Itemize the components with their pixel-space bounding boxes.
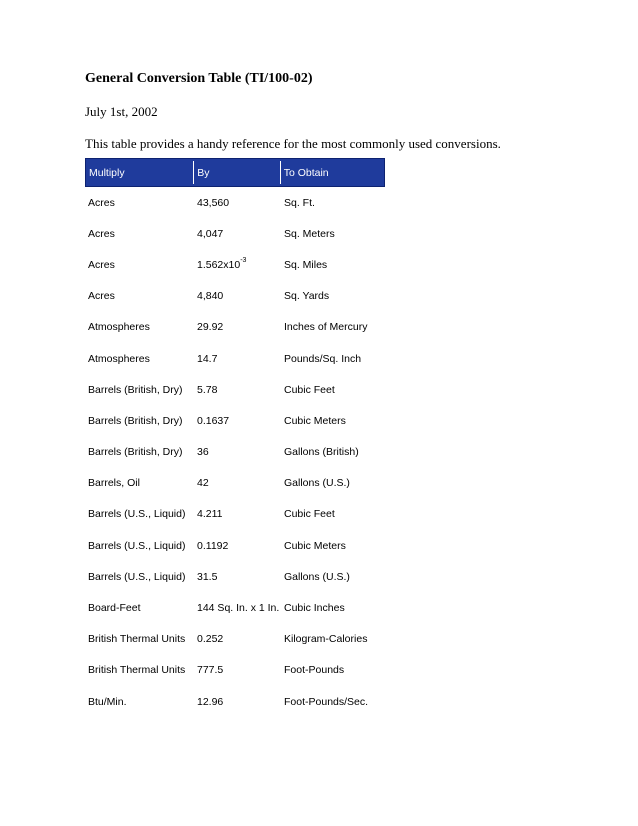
cell-by (194, 696, 281, 708)
cell-to-obtain: Sq. Yards (284, 290, 330, 303)
cell-by-value: 1.562x10 (197, 258, 241, 271)
cell-to-obtain: Cubic Inches (284, 602, 345, 615)
cell-by-value: 31.5 (197, 570, 218, 583)
cell-by (194, 571, 281, 583)
cell-by-value: 777.5 (197, 664, 224, 677)
cell-by-value: 12.96 (197, 695, 224, 708)
table-header-row (85, 158, 385, 187)
table-row (85, 218, 385, 249)
cell-by-value: 4,840 (197, 290, 224, 303)
page-title: General Conversion Table (TI/100-02) (85, 71, 313, 86)
cell-multiply: Barrels, Oil (88, 477, 140, 490)
cell-to-obtain: Sq. Miles (284, 258, 328, 271)
cell-to-obtain: Kilogram-Calories (284, 633, 368, 646)
table-row (85, 561, 385, 592)
cell-by-value: 42 (197, 477, 209, 490)
cell-to-obtain: Cubic Feet (284, 383, 335, 396)
cell-multiply: Barrels (British, Dry) (88, 414, 183, 427)
cell-to-obtain: Cubic Meters (284, 539, 346, 552)
cell-by (194, 446, 281, 458)
cell-multiply: Acres (88, 258, 115, 271)
cell-multiply: British Thermal Units (88, 633, 186, 646)
cell-by (194, 602, 281, 614)
intro-paragraph: This table provides a handy reference for the most commonly used conversions. (85, 136, 501, 151)
cell-to-obtain: Inches of Mercury (284, 321, 368, 334)
table-row (85, 655, 385, 686)
cell-to-obtain: Foot-Pounds (284, 664, 345, 677)
cell-by-value: 36 (197, 446, 209, 459)
cell-to-obtain: Gallons (U.S.) (284, 477, 350, 490)
cell-to-obtain: Cubic Meters (284, 414, 346, 427)
cell-by-value: 0.252 (197, 633, 224, 646)
cell-multiply: Acres (88, 290, 115, 303)
cell-multiply: Board-Feet (88, 602, 141, 615)
cell-by (194, 321, 281, 333)
cell-by-value: 43,560 (197, 196, 230, 209)
cell-by-value: 0.1192 (197, 539, 229, 552)
cell-by (194, 664, 281, 676)
cell-by (194, 415, 281, 427)
table-row (85, 624, 385, 655)
cell-by (194, 633, 281, 645)
cell-by-value: 5.78 (197, 383, 218, 396)
cell-by-value: 29.92 (197, 321, 224, 334)
header-multiply: Multiply (86, 161, 194, 184)
table-row (85, 468, 385, 499)
cell-by (194, 540, 281, 552)
cell-by-value: 144 Sq. In. x 1 In. (197, 602, 280, 615)
cell-multiply: Atmospheres (88, 321, 150, 334)
cell-to-obtain: Sq. Meters (284, 227, 335, 240)
cell-to-obtain: Gallons (British) (284, 446, 359, 459)
cell-multiply: Acres (88, 196, 115, 209)
cell-by (194, 508, 281, 520)
cell-multiply: Barrels (U.S., Liquid) (88, 508, 186, 521)
header-by: By (194, 161, 280, 184)
cell-to-obtain: Cubic Feet (284, 508, 335, 521)
cell-by (194, 477, 281, 489)
table-row (85, 686, 385, 717)
table-row (85, 343, 385, 374)
cell-by (194, 353, 281, 365)
cell-multiply: British Thermal Units (88, 664, 186, 677)
cell-multiply: Barrels (British, Dry) (88, 383, 183, 396)
cell-by-value: 0.1637 (197, 414, 230, 427)
cell-multiply: Atmospheres (88, 352, 150, 365)
table-row (85, 374, 385, 405)
table-body (85, 187, 385, 717)
document-date: July 1st, 2002 (85, 104, 158, 119)
table-row (85, 499, 385, 530)
cell-by-exponent: -3 (240, 256, 247, 264)
table-row (85, 592, 385, 623)
header-to-obtain: To Obtain (283, 166, 329, 179)
table-row (85, 437, 385, 468)
conversion-table (85, 158, 385, 717)
cell-by (194, 256, 281, 271)
cell-to-obtain: Foot-Pounds/Sec. (284, 695, 369, 708)
cell-by-value: 14.7 (197, 352, 218, 365)
cell-by-value: 4,047 (197, 227, 224, 240)
cell-by (194, 197, 281, 209)
table-row (85, 281, 385, 312)
cell-multiply: Barrels (U.S., Liquid) (88, 570, 186, 583)
cell-by (194, 290, 281, 302)
cell-multiply: Barrels (British, Dry) (88, 446, 183, 459)
cell-by (194, 384, 281, 396)
table-row (85, 405, 385, 436)
cell-multiply: Barrels (U.S., Liquid) (88, 539, 186, 552)
cell-to-obtain: Pounds/Sq. Inch (284, 352, 362, 365)
table-row (85, 187, 385, 218)
cell-multiply: Btu/Min. (88, 695, 127, 708)
cell-to-obtain: Gallons (U.S.) (284, 570, 350, 583)
cell-to-obtain: Sq. Ft. (284, 196, 315, 209)
table-row (85, 530, 385, 561)
table-row (85, 249, 385, 280)
cell-multiply: Acres (88, 227, 115, 240)
cell-by-value: 4.211 (197, 508, 223, 521)
table-row (85, 312, 385, 343)
cell-by (194, 228, 281, 240)
